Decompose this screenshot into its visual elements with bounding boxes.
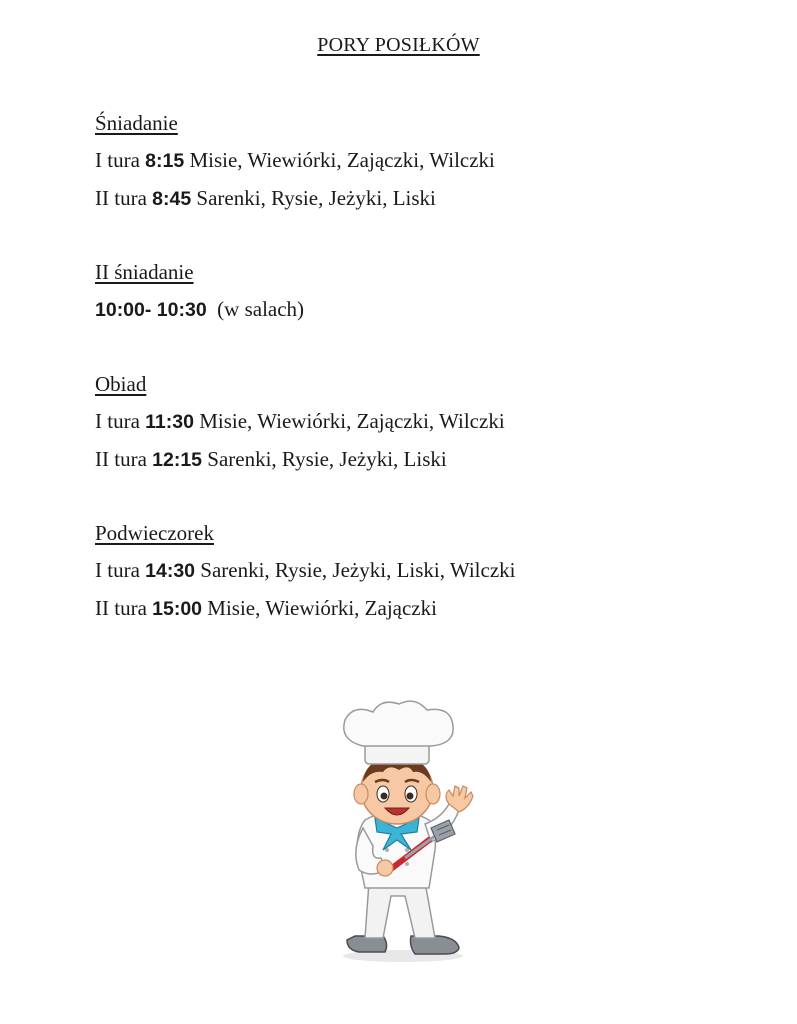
pupil-icon <box>407 793 414 800</box>
meal-time: 11:30 <box>145 411 194 433</box>
trousers-shape <box>365 882 435 938</box>
tura-label: I tura <box>95 558 146 582</box>
page-title: PORY POSIŁKÓW <box>317 34 480 56</box>
section-heading: Śniadanie <box>95 111 178 135</box>
group-list: Sarenki, Rysie, Jeżyki, Liski <box>191 186 436 210</box>
tura-label: II tura <box>95 596 153 620</box>
section-breakfast <box>95 110 775 223</box>
ear-icon <box>354 784 368 804</box>
group-list: Misie, Wiewiórki, Zajączki <box>202 596 437 620</box>
group-list: Sarenki, Rysie, Jeżyki, Liski, Wilczki <box>195 558 516 582</box>
meal-time: 10:00- 10:30 <box>95 299 207 321</box>
pupil-icon <box>381 793 388 800</box>
meal-time: 8:45 <box>152 188 192 210</box>
meal-time: 15:00 <box>152 598 203 620</box>
section-heading: Obiad <box>95 372 147 396</box>
section-afternoon-snack <box>95 520 775 633</box>
section-heading: Podwieczorek <box>95 521 214 545</box>
section-heading: II śniadanie <box>95 260 194 284</box>
group-list: Sarenki, Rysie, Jeżyki, Liski <box>202 447 447 471</box>
button-dot-icon <box>405 862 409 866</box>
schedule-line <box>95 557 775 595</box>
section-second-breakfast <box>95 259 775 334</box>
schedule-line <box>95 185 775 223</box>
section-lunch <box>95 371 775 484</box>
tura-label: II tura <box>95 186 153 210</box>
fist-icon <box>377 860 393 876</box>
tura-label: I tura <box>95 148 146 172</box>
tura-label: II tura <box>95 447 153 471</box>
group-list: (w salach) <box>206 297 305 321</box>
meal-time: 14:30 <box>145 560 196 582</box>
chef-illustration <box>325 700 485 970</box>
schedule-line <box>95 147 775 185</box>
meal-time: 8:15 <box>145 150 185 172</box>
schedule-line <box>95 595 775 633</box>
tura-label: I tura <box>95 409 146 433</box>
schedule-line <box>95 296 775 334</box>
ear-icon <box>426 784 440 804</box>
meal-time: 12:15 <box>152 449 203 471</box>
schedule-line <box>95 408 775 446</box>
chef-hat-icon <box>344 701 453 746</box>
group-list: Misie, Wiewiórki, Zajączki, Wilczki <box>184 148 495 172</box>
hat-band-icon <box>365 744 429 764</box>
schedule-line <box>95 446 775 484</box>
group-list: Misie, Wiewiórki, Zajączki, Wilczki <box>193 409 505 433</box>
